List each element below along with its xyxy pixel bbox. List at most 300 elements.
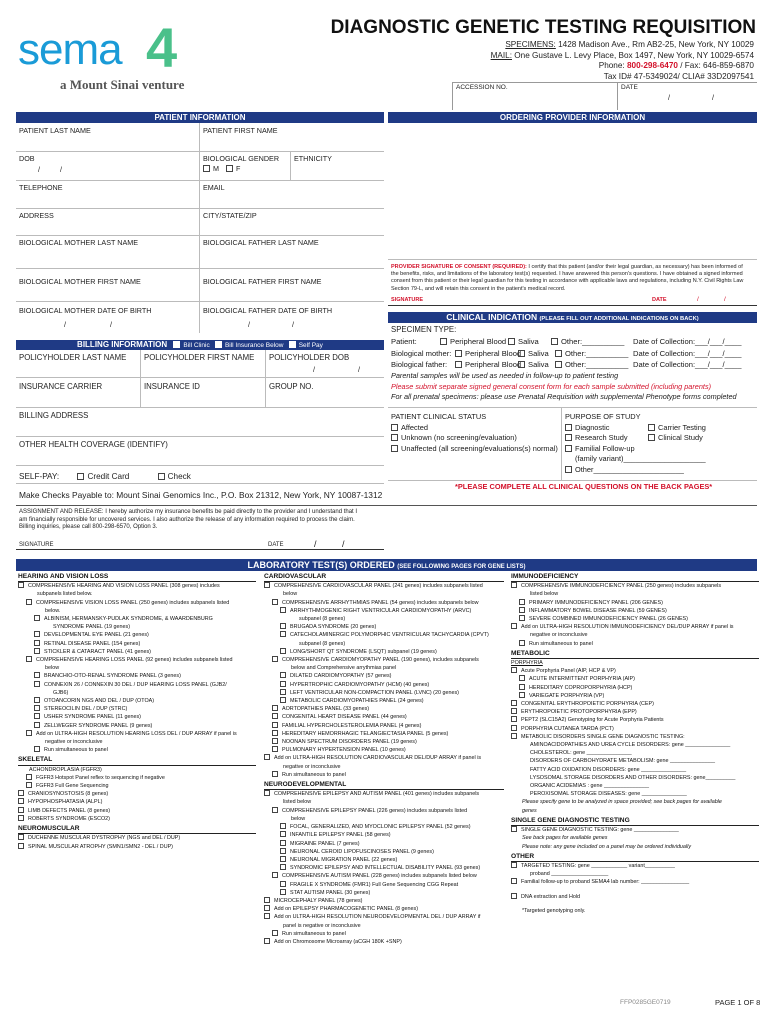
lab-test-checkbox[interactable] <box>280 848 286 854</box>
lab-test-option[interactable] <box>18 615 256 623</box>
lab-test-checkbox[interactable] <box>272 872 278 878</box>
lab-test-checkbox[interactable] <box>264 754 270 760</box>
lab-test-option[interactable] <box>18 656 256 664</box>
billing-address-field[interactable]: BILLING ADDRESS <box>19 411 89 420</box>
status-unaffected-checkbox[interactable] <box>391 445 398 452</box>
city-state-zip-field[interactable]: CITY/STATE/ZIP <box>203 211 257 220</box>
saliva-checkbox[interactable] <box>518 361 525 368</box>
complete-clinical-note: *PLEASE COMPLETE ALL CLINICAL QUESTIONS ON THE BACK PAGES* <box>455 482 713 491</box>
policyholder-last-name-field[interactable]: POLICYHOLDER LAST NAME <box>19 353 127 362</box>
lab-test-option[interactable] <box>511 716 759 724</box>
lab-test-option[interactable] <box>18 648 256 656</box>
gender-m-checkbox[interactable] <box>203 165 210 172</box>
lab-test-checkbox[interactable] <box>272 746 278 752</box>
lab-test-option[interactable] <box>264 648 504 656</box>
lab-test-checkbox[interactable] <box>280 607 286 613</box>
date-slash-2: / <box>712 93 714 102</box>
lab-test-option[interactable] <box>511 692 759 700</box>
lab-test-checkbox[interactable] <box>26 782 32 788</box>
lab-test-option[interactable] <box>264 607 504 615</box>
consent-line-2: the benefits, risks, and limitations of the laboratory test(s) requested. I have answered this person's questions. I have obtained a signed informed <box>391 271 743 278</box>
lab-test-option[interactable] <box>18 790 256 798</box>
other-coverage-field[interactable]: OTHER HEALTH COVERAGE (IDENTIFY) <box>19 440 168 449</box>
lab-test-checkbox[interactable] <box>280 672 286 678</box>
lab-test-label: ROBERTS SYNDROME (ESCO2) <box>28 815 110 822</box>
address-field[interactable]: ADDRESS <box>19 211 54 220</box>
status-affected-checkbox[interactable] <box>391 424 398 431</box>
lab-test-label: NEURONAL CEROID LIPOFUSCINOSES PANEL (9 genes) <box>290 848 434 855</box>
status-unaffected: Unaffected (all screening/evaluations(s) normal) <box>401 443 558 453</box>
lab-text <box>18 623 256 631</box>
date-label: DATE <box>621 84 638 91</box>
lab-text-content: CHOLESTEROL: gene _______________ <box>530 750 632 757</box>
provider-area[interactable] <box>388 123 757 260</box>
lab-test-label: Add on ULTRA-HIGH RESOLUTION HEARING LOSS DEL / DUP ARRAY if panel is <box>36 730 237 737</box>
lab-test-label: Familial follow-up to proband SEMA4 lab number: ________________ <box>521 879 690 886</box>
lab-test-checkbox[interactable] <box>511 893 517 899</box>
pb-checkbox[interactable] <box>440 338 447 345</box>
carrier-checkbox[interactable] <box>648 424 655 431</box>
provider-signature-label[interactable]: SIGNATURE <box>391 297 423 303</box>
lab-test-checkbox[interactable] <box>272 713 278 719</box>
lab-test-option[interactable] <box>511 640 759 648</box>
saliva-checkbox[interactable] <box>518 350 525 357</box>
lab-test-option[interactable] <box>264 938 504 946</box>
lab-test-label: MICROCEPHALY PANEL (78 genes) <box>274 897 363 904</box>
lab-test-checkbox[interactable] <box>280 681 286 687</box>
lab-test-checkbox[interactable] <box>272 722 278 728</box>
lab-test-checkbox[interactable] <box>18 815 24 821</box>
lab-test-checkbox[interactable] <box>519 692 525 698</box>
lab-test-option[interactable] <box>18 713 256 721</box>
lab-test-option[interactable] <box>511 667 759 675</box>
lab-test-checkbox[interactable] <box>511 733 517 739</box>
lab-test-option[interactable] <box>264 905 504 913</box>
lab-text-content: genes <box>522 807 537 814</box>
lab-test-option[interactable] <box>264 730 504 738</box>
lab-test-option[interactable] <box>264 713 504 721</box>
lab-test-option[interactable] <box>18 640 256 648</box>
lab-test-checkbox[interactable] <box>26 656 32 662</box>
lab-test-option[interactable] <box>264 697 504 705</box>
lab-test-option[interactable] <box>264 840 504 848</box>
lab-test-checkbox[interactable] <box>272 930 278 936</box>
purpose-other-checkbox[interactable] <box>565 466 572 473</box>
specimen-rows <box>391 337 757 372</box>
lab-test-label: USHER SYNDROME PANEL (11 genes) <box>44 714 141 721</box>
specimen-row-mother <box>391 349 757 361</box>
collection-date[interactable]: Date of Collection:___/___/____ <box>633 337 742 346</box>
lab-text <box>511 807 759 815</box>
lab-test-option[interactable] <box>264 722 504 730</box>
lab-test-checkbox[interactable] <box>18 790 24 796</box>
purpose-other-field[interactable]: Other______________________ <box>575 464 684 474</box>
lab-test-option[interactable] <box>18 697 256 705</box>
lab-test-checkbox[interactable] <box>34 722 40 728</box>
lab-test-label: FAMILIAL HYPERCHOLESTEROLEMIA PANEL (4 genes) <box>282 722 422 729</box>
lab-test-option[interactable] <box>264 790 504 798</box>
lab-test-checkbox[interactable] <box>34 746 40 752</box>
ph-dob-slash-2: / <box>358 365 360 374</box>
patient-last-name-field[interactable]: PATIENT LAST NAME <box>19 126 91 135</box>
lab-test-option[interactable] <box>264 599 504 607</box>
lab-test-checkbox[interactable] <box>511 623 517 629</box>
assign-line-3: Billing inquiries, please call 800-298-6570, Option 3. <box>19 524 158 530</box>
lab-test-option[interactable] <box>264 872 504 880</box>
bill-insurance-label: Bill Insurance Below <box>224 342 284 349</box>
father-last-name-field[interactable]: BIOLOGICAL FATHER LAST NAME <box>203 238 319 247</box>
father-dob-slash-2: / <box>292 320 294 329</box>
policyholder-dob-field[interactable]: POLICYHOLDER DOB <box>269 353 350 362</box>
lab-test-label: CONGENITAL HEART DISEASE PANEL (44 genes) <box>282 714 407 721</box>
lab-test-option[interactable] <box>511 582 759 590</box>
family-variant-field[interactable]: (family variant)____________________ <box>575 454 706 463</box>
ethnicity-field[interactable]: ETHNICITY <box>294 154 332 163</box>
saliva-checkbox[interactable] <box>508 338 515 345</box>
lab-test-option[interactable] <box>264 746 504 754</box>
saliva-label: Saliva <box>528 348 549 358</box>
other-checkbox[interactable] <box>555 361 562 368</box>
credit-card-checkbox[interactable] <box>77 473 84 480</box>
lab-test-label: STICKLER & CATARACT PANEL (41 genes) <box>44 648 151 655</box>
pb-label: Peripheral Blood <box>450 337 507 346</box>
group-number-field[interactable]: GROUP NO. <box>269 382 314 391</box>
lab-test-label: COMPREHENSIVE EPILEPSY AND AUTISM PANEL (401 genes) includes subpanels <box>274 791 480 798</box>
other-checkbox[interactable] <box>555 350 562 357</box>
lab-text-content: Please note: any gene included on a panel may be ordered individually <box>522 843 692 850</box>
lab-test-option[interactable] <box>511 607 759 615</box>
lab-test-checkbox[interactable] <box>280 623 286 629</box>
other-checkbox[interactable] <box>551 338 558 345</box>
lab-test-checkbox[interactable] <box>34 648 40 654</box>
patient-info-band: PATIENT INFORMATION <box>16 112 384 123</box>
lab-test-label: VARIEGATE PORPHYRIA (VP) <box>529 692 605 699</box>
provider-date-slash-1: / <box>697 296 699 303</box>
lab-test-option[interactable] <box>511 733 759 741</box>
address-block <box>334 40 754 82</box>
lab-test-option[interactable] <box>264 897 504 905</box>
purpose-heading: PURPOSE OF STUDY <box>565 412 641 421</box>
lab-test-label: METABOLIC DISORDERS SINGLE GENE DIAGNOSTIC TESTING: <box>521 733 685 740</box>
lab-text <box>264 798 504 806</box>
lab-test-option[interactable] <box>264 864 504 872</box>
lab-test-option[interactable] <box>18 782 256 790</box>
lab-text-content: ORGANIC ACIDEMIAS : gene _______________ <box>530 783 649 790</box>
lab-test-option[interactable] <box>264 631 504 639</box>
mother-dob-field[interactable]: BIOLOGICAL MOTHER DATE OF BIRTH <box>19 306 152 315</box>
lab-test-label: NOONAN SPECTRUM DISORDERS PANEL (19 genes) <box>282 739 417 746</box>
lab-test-checkbox[interactable] <box>26 599 32 605</box>
lab-test-option[interactable] <box>264 705 504 713</box>
lab-test-label: ERYTHROPOIETIC PROTOPORPHYRIA (EPP) <box>521 709 637 716</box>
lab-test-option[interactable] <box>511 684 759 692</box>
lab-test-checkbox[interactable] <box>511 878 517 884</box>
specimen-who: Patient: <box>391 337 417 346</box>
lab-text-content: *Targeted genotyping only. <box>522 907 586 914</box>
lab-test-checkbox[interactable] <box>264 938 270 944</box>
section-heading-text: CARDIOVASCULAR <box>264 573 327 580</box>
lab-test-checkbox[interactable] <box>18 798 24 804</box>
lab-test-checkbox[interactable] <box>264 582 270 588</box>
lab-test-label: ARRHYTHMOGENIC RIGHT VENTRICULAR CARDIOMYOPATHY (ARVC) <box>290 607 472 614</box>
lab-test-label: BRANCHIO-OTO-RENAL SYNDROME PANEL (3 genes) <box>44 673 181 680</box>
status-unknown-checkbox[interactable] <box>391 434 398 441</box>
lab-test-label: COMPREHENSIVE ARRHYTHMIAS PANEL (54 genes) includes subpanels below <box>282 599 479 606</box>
lab-test-option[interactable] <box>264 672 504 680</box>
lab-test-option[interactable] <box>264 656 504 664</box>
lab-test-checkbox[interactable] <box>34 705 40 711</box>
lab-test-checkbox[interactable] <box>511 716 517 722</box>
billing-signature-label[interactable]: SIGNATURE <box>19 542 54 548</box>
lab-test-option[interactable] <box>511 725 759 733</box>
lab-test-checkbox[interactable] <box>511 725 517 731</box>
section-heading-text: NEUROMUSCULAR <box>18 825 80 833</box>
status-affected: Affected <box>401 422 428 432</box>
lab-test-option[interactable] <box>18 631 256 639</box>
section-heading-text: NEURODEVELOPMENTAL <box>264 781 347 789</box>
lab-test-checkbox[interactable] <box>34 672 40 678</box>
lab-test-checkbox[interactable] <box>18 807 24 813</box>
lab-test-label: PORPHYRIA CUTANEA TARDA (PCT) <box>521 725 614 732</box>
lab-test-option[interactable] <box>511 708 759 716</box>
lab-test-option[interactable] <box>18 807 256 815</box>
lab-test-option[interactable] <box>18 798 256 806</box>
insurance-carrier-field[interactable]: INSURANCE CARRIER <box>19 382 103 391</box>
lab-test-checkbox[interactable] <box>272 807 278 813</box>
lab-text-content: below <box>283 591 298 598</box>
lab-test-option[interactable] <box>264 831 504 839</box>
lab-text-content: listed below <box>530 591 559 598</box>
lab-test-checkbox[interactable] <box>272 738 278 744</box>
gender-f-checkbox[interactable] <box>226 165 233 172</box>
lab-test-checkbox[interactable] <box>511 667 517 673</box>
lab-text-content: ACHONDROPLASIA (FGFR3) <box>29 766 102 773</box>
self-pay-checkbox[interactable] <box>289 341 296 348</box>
saliva-label: Saliva <box>518 337 539 346</box>
email-field[interactable]: EMAIL <box>203 183 225 192</box>
fax-number: / Fax: 646-859-6870 <box>680 61 754 70</box>
lab-section-heading <box>511 853 759 862</box>
lab-test-option[interactable] <box>511 862 759 870</box>
bill-clinic-checkbox[interactable] <box>173 341 180 348</box>
lab-test-option[interactable] <box>264 754 504 762</box>
lab-text <box>264 922 504 930</box>
lab-test-option[interactable] <box>18 815 256 823</box>
lab-test-checkbox[interactable] <box>511 700 517 706</box>
mother-last-name-field[interactable]: BIOLOGICAL MOTHER LAST NAME <box>19 238 139 247</box>
collection-date[interactable]: Date of Collection:___/___/____ <box>633 348 742 358</box>
lab-test-checkbox[interactable] <box>280 856 286 862</box>
lab-test-option[interactable] <box>264 889 504 897</box>
lab-test-option[interactable] <box>511 599 759 607</box>
lab-test-checkbox[interactable] <box>280 697 286 703</box>
lab-test-checkbox[interactable] <box>34 615 40 621</box>
lab-text <box>264 640 504 648</box>
lab-section-heading <box>18 825 256 834</box>
lab-text-content: subpanels listed below. <box>37 591 93 598</box>
lab-test-option[interactable] <box>264 881 504 889</box>
assign-line-1: ASSIGNMENT AND RELEASE: I hereby authorize my insurance benefits be paid directly to the provider and I understand that I <box>19 509 358 515</box>
lab-test-option[interactable] <box>18 705 256 713</box>
lab-test-checkbox[interactable] <box>18 582 24 588</box>
lab-test-checkbox[interactable] <box>519 607 525 613</box>
consent-line-1: I certify that this patient (and/or their legal guardian, as necessary) has been informed of <box>526 264 743 270</box>
lab-test-option[interactable] <box>18 730 256 738</box>
lab-test-option[interactable] <box>264 738 504 746</box>
lab-test-option[interactable] <box>18 681 256 689</box>
clinical-study-checkbox[interactable] <box>648 434 655 441</box>
lab-text <box>511 782 759 790</box>
dob-field[interactable]: DOB <box>19 154 35 163</box>
clinical-status <box>391 412 558 454</box>
lab-test-option[interactable] <box>511 675 759 683</box>
dob-slash-2: / <box>60 165 62 174</box>
lab-test-option[interactable] <box>18 834 256 842</box>
lab-text-content: subpanel (8 genes) <box>299 616 346 623</box>
lab-test-checkbox[interactable] <box>280 689 286 695</box>
father-first-name-field[interactable]: BIOLOGICAL FATHER FIRST NAME <box>203 277 322 286</box>
lab-test-checkbox[interactable] <box>18 834 24 840</box>
lab-text <box>264 664 504 672</box>
lab-test-option[interactable] <box>511 893 759 901</box>
lab-test-option[interactable] <box>511 623 759 631</box>
billing-date-label[interactable]: DATE <box>268 542 284 548</box>
gender-f-label: F <box>236 164 241 173</box>
diagnostic-checkbox[interactable] <box>565 424 572 431</box>
lab-section-heading <box>511 650 759 659</box>
bill-insurance-checkbox[interactable] <box>215 341 222 348</box>
telephone-field[interactable]: TELEPHONE <box>19 183 63 192</box>
section-heading-text: IMMUNODEFICIENCY <box>511 573 579 580</box>
lab-test-checkbox[interactable] <box>519 675 525 681</box>
purpose-of-study <box>565 412 755 475</box>
lab-test-checkbox[interactable] <box>280 864 286 870</box>
lab-test-checkbox[interactable] <box>519 640 525 646</box>
lab-test-option[interactable] <box>511 826 759 834</box>
lab-test-label: TARGETED TESTING: gene ____________ variant__________ <box>521 862 675 869</box>
lab-test-checkbox[interactable] <box>26 730 32 736</box>
lab-test-checkbox[interactable] <box>280 648 286 654</box>
pb-checkbox[interactable] <box>455 350 462 357</box>
lab-test-label: SYNDROMIC EPILEPSY AND INTELLECTUAL DISABILITY PANEL (93 genes) <box>290 865 481 872</box>
lab-text <box>18 766 256 774</box>
lab-test-option[interactable] <box>18 672 256 680</box>
lab-text <box>511 631 759 639</box>
pb-checkbox[interactable] <box>455 361 462 368</box>
lab-test-checkbox[interactable] <box>26 774 32 780</box>
lab-test-label: NEURONAL MIGRATION PANEL (22 genes) <box>290 856 398 863</box>
lab-test-option[interactable] <box>264 623 504 631</box>
lab-test-option[interactable] <box>18 599 256 607</box>
lab-test-checkbox[interactable] <box>511 862 517 868</box>
lab-test-option[interactable] <box>511 615 759 623</box>
lab-test-checkbox[interactable] <box>519 615 525 621</box>
mother-dob-slash-2: / <box>110 320 112 329</box>
lab-test-option[interactable] <box>18 722 256 730</box>
lab-test-option[interactable] <box>264 582 504 590</box>
lab-test-checkbox[interactable] <box>511 582 517 588</box>
lab-test-option[interactable] <box>18 843 256 851</box>
lab-test-checkbox[interactable] <box>280 823 286 829</box>
lab-test-checkbox[interactable] <box>280 881 286 887</box>
lab-test-checkbox[interactable] <box>34 697 40 703</box>
lab-test-checkbox[interactable] <box>511 826 517 832</box>
lab-test-label: COMPREHENSIVE IMMUNODEFICIENCY PANEL (250 genes) includes subpanels <box>521 583 722 590</box>
lab-test-checkbox[interactable] <box>519 684 525 690</box>
lab-test-option[interactable] <box>18 746 256 754</box>
lab-test-option[interactable] <box>264 689 504 697</box>
father-dob-slash-1: / <box>248 320 250 329</box>
lab-test-checkbox[interactable] <box>264 913 270 919</box>
lab-test-option[interactable] <box>264 913 504 921</box>
policyholder-first-name-field[interactable]: POLICYHOLDER FIRST NAME <box>144 353 255 362</box>
lab-section-heading <box>511 817 759 826</box>
lab-test-option[interactable] <box>264 848 504 856</box>
lab-test-checkbox[interactable] <box>264 790 270 796</box>
lab-test-checkbox[interactable] <box>264 897 270 903</box>
lab-text-content: proband ___________________ <box>530 871 609 878</box>
lab-test-label: Run simultaneous to panel <box>282 771 346 778</box>
lab-test-checkbox[interactable] <box>272 730 278 736</box>
lab-test-option[interactable] <box>18 774 256 782</box>
father-dob-field[interactable]: BIOLOGICAL FATHER DATE OF BIRTH <box>203 306 333 315</box>
clinical-notes <box>391 371 737 403</box>
lab-test-option[interactable] <box>511 700 759 708</box>
lab-text-content: FATTY ACID OXIDATION DISORDERS: gene _______________ <box>530 766 687 773</box>
mother-first-name-field[interactable]: BIOLOGICAL MOTHER FIRST NAME <box>19 277 141 286</box>
lab-test-checkbox[interactable] <box>272 656 278 662</box>
collection-date[interactable]: Date of Collection:___/___/____ <box>633 360 742 369</box>
lab-test-label: ALBINISM, HERMANSKY-PUDLAK SYNDROME, & WAARDENBURG <box>44 616 213 623</box>
lab-test-checkbox[interactable] <box>280 889 286 895</box>
lab-test-option[interactable] <box>264 823 504 831</box>
lab-test-checkbox[interactable] <box>280 631 286 637</box>
lab-test-option[interactable] <box>264 807 504 815</box>
lab-test-label: Add on EPILEPSY PHARMACOGENETIC PANEL (8 genes) <box>274 906 419 913</box>
lab-test-checkbox[interactable] <box>280 840 286 846</box>
lab-test-checkbox[interactable] <box>519 599 525 605</box>
research-checkbox[interactable] <box>565 434 572 441</box>
specimens-address: 1428 Madison Ave., Rm AB2-25, New York, NY 10029 <box>558 40 754 49</box>
billing-date-slash-2: / <box>342 539 345 549</box>
check-checkbox[interactable] <box>158 473 165 480</box>
pb-label: Peripheral Blood <box>465 360 522 369</box>
lab-test-option[interactable] <box>18 582 256 590</box>
lab-test-checkbox[interactable] <box>272 599 278 605</box>
lab-test-checkbox[interactable] <box>511 708 517 714</box>
patient-first-name-field[interactable]: PATIENT FIRST NAME <box>203 126 278 135</box>
lab-test-option[interactable] <box>264 856 504 864</box>
lab-test-checkbox[interactable] <box>264 905 270 911</box>
lab-test-checkbox[interactable] <box>34 713 40 719</box>
mail-address: One Gustave L. Levy Place, Box 1497, New York, NY 10029-6574 <box>514 50 754 60</box>
familial-checkbox[interactable] <box>565 445 572 452</box>
lab-test-checkbox[interactable] <box>272 705 278 711</box>
provider-date-label[interactable]: DATE <box>652 297 667 303</box>
lab-test-checkbox[interactable] <box>34 681 40 687</box>
lab-test-option[interactable] <box>511 878 759 886</box>
lab-test-checkbox[interactable] <box>34 640 40 646</box>
lab-test-checkbox[interactable] <box>18 843 24 849</box>
lab-test-option[interactable] <box>264 930 504 938</box>
insurance-id-field[interactable]: INSURANCE ID <box>144 382 200 391</box>
lab-test-option[interactable] <box>264 771 504 779</box>
lab-test-checkbox[interactable] <box>280 831 286 837</box>
lab-test-checkbox[interactable] <box>34 631 40 637</box>
gender-m-label: M <box>213 164 219 173</box>
lab-test-option[interactable] <box>264 681 504 689</box>
lab-test-checkbox[interactable] <box>272 771 278 777</box>
